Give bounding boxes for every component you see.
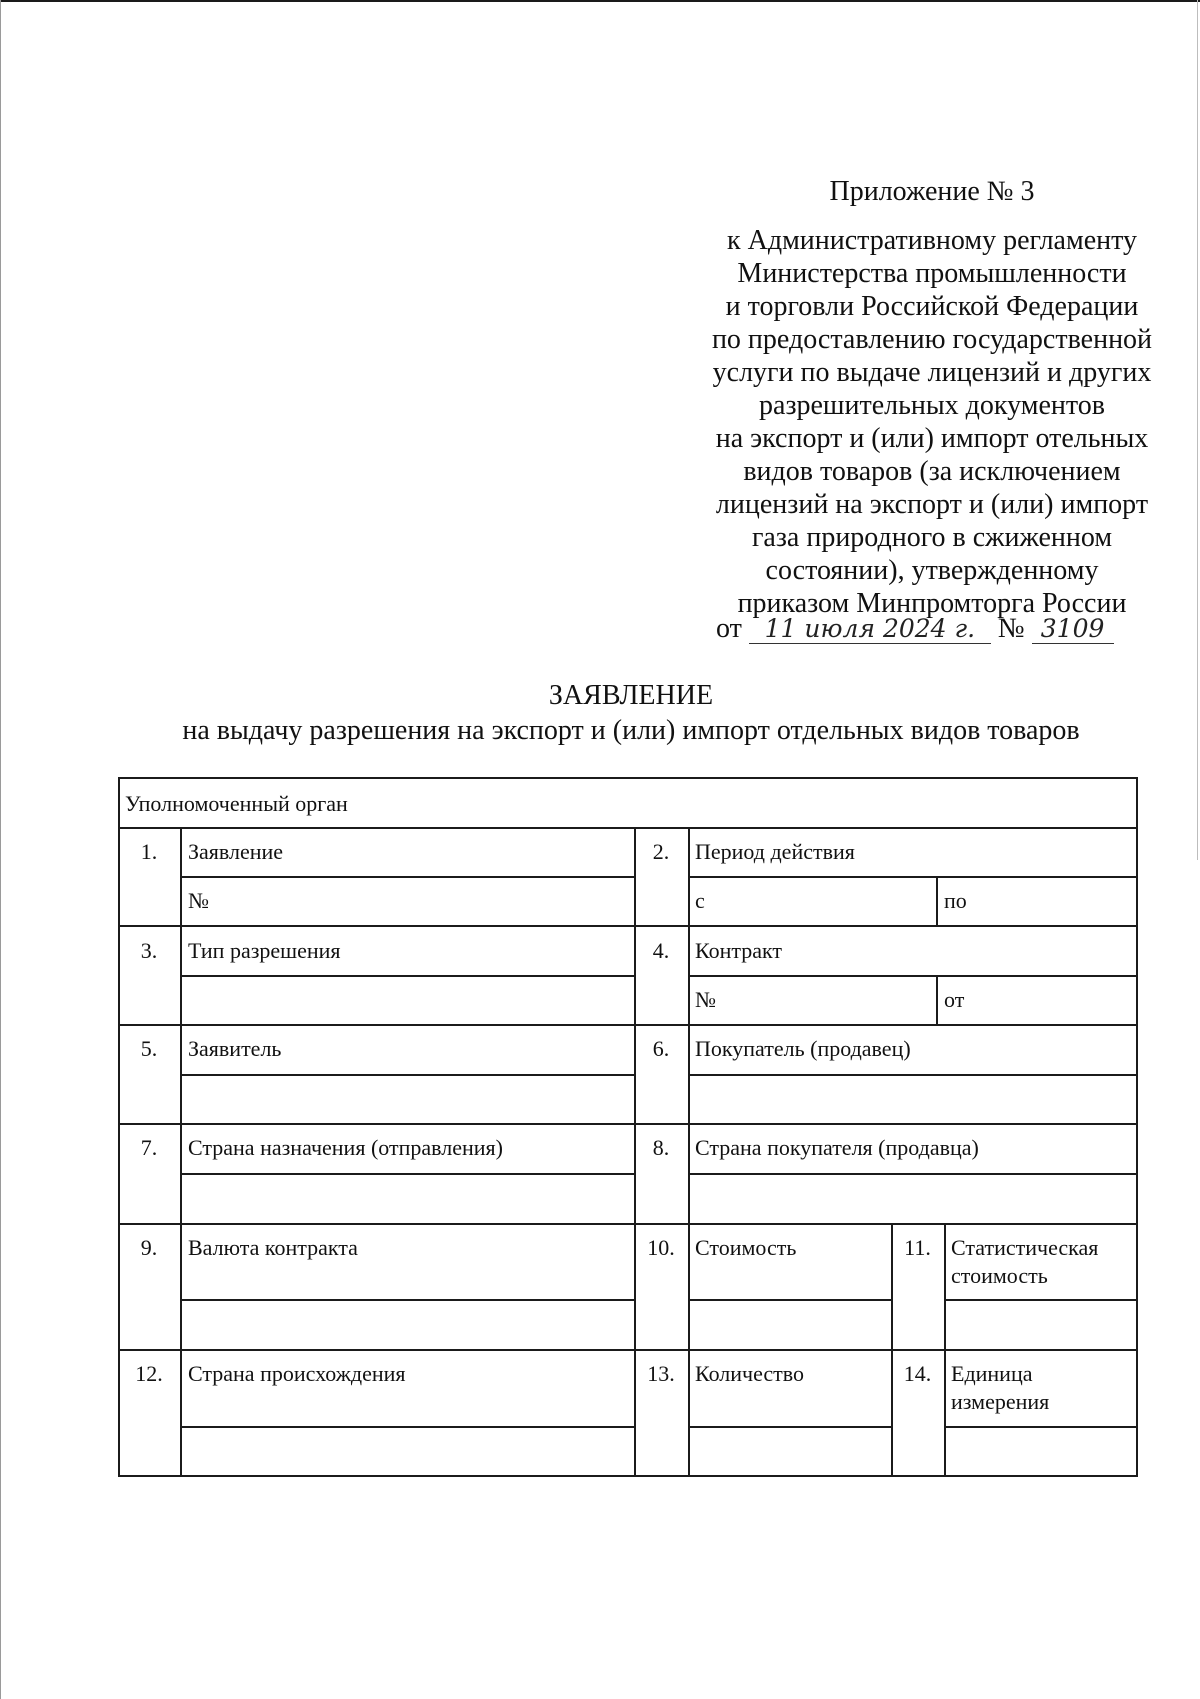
annex-title: Приложение № 3	[829, 176, 1035, 207]
application-label: Заявление	[188, 839, 284, 864]
contract-currency-field[interactable]	[188, 1312, 628, 1338]
order-from-label: от	[716, 613, 742, 644]
row-divider	[118, 1223, 1138, 1225]
destination-country-label: Страна назначения (отправления)	[188, 1135, 503, 1160]
row-divider	[180, 1173, 634, 1175]
validity-from-label: с	[695, 888, 705, 913]
annex-text	[682, 224, 1182, 620]
order-date-handwritten: 11 июля 2024 г.	[749, 615, 991, 644]
applicant-field[interactable]	[188, 1087, 628, 1113]
annex-line: разрешительных документов	[759, 390, 1105, 421]
annex-line: Министерства промышленности	[737, 258, 1127, 289]
field-number: 13.	[647, 1361, 675, 1386]
row-divider	[688, 1299, 891, 1301]
column-divider	[180, 827, 182, 1477]
contract-currency-label: Валюта контракта	[188, 1235, 358, 1260]
origin-country-field[interactable]	[188, 1438, 628, 1464]
contract-label: Контракт	[695, 938, 783, 963]
contract-number-label: №	[695, 987, 716, 1012]
field-number: 6.	[652, 1036, 670, 1061]
order-number-handwritten: 3109	[1032, 615, 1114, 644]
row-divider	[688, 1426, 891, 1428]
annex-line: и торговли Российской Федерации	[725, 291, 1139, 322]
field-number: 4.	[652, 938, 670, 963]
annex-line: на экспорт и (или) импорт отельных	[715, 423, 1149, 454]
unit-field[interactable]	[951, 1438, 1131, 1464]
permit-type-label: Тип разрешения	[188, 938, 341, 963]
validity-to-field[interactable]	[980, 887, 1130, 913]
annex-line: состоянии), утвержденному	[765, 555, 1099, 586]
scan-edge-left	[0, 0, 1, 1699]
row-divider	[180, 1299, 634, 1301]
row-divider	[118, 1349, 1138, 1351]
quantity-field[interactable]	[695, 1438, 885, 1464]
row-divider	[688, 975, 1138, 977]
field-number: 14.	[903, 1361, 932, 1386]
validity-from-field[interactable]	[718, 887, 928, 913]
origin-country-label: Страна происхождения	[188, 1361, 406, 1386]
table-border-right	[1136, 777, 1138, 1477]
statistical-cost-field[interactable]	[951, 1312, 1131, 1338]
field-number: 3.	[140, 938, 158, 963]
row-divider	[180, 975, 634, 977]
field-number: 1.	[140, 839, 158, 864]
field-number: 11.	[904, 1235, 931, 1260]
order-number-label: №	[997, 613, 1025, 644]
cost-field[interactable]	[695, 1312, 885, 1338]
annex-line: по предоставлению государственной	[711, 324, 1153, 355]
cost-label: Стоимость	[695, 1235, 797, 1260]
annex-line: к Административному регламенту	[727, 225, 1137, 256]
row-divider	[118, 827, 1138, 829]
field-number: 8.	[652, 1135, 670, 1160]
table-border-bottom	[118, 1475, 1138, 1477]
row-divider	[118, 1024, 1138, 1026]
row-divider	[688, 1173, 1138, 1175]
row-divider	[688, 876, 1138, 878]
field-number: 5.	[140, 1036, 158, 1061]
annex-line: газа природного в сжиженном	[751, 522, 1113, 553]
field-number: 7.	[140, 1135, 158, 1160]
contract-number-field[interactable]	[726, 986, 928, 1012]
row-divider	[688, 1074, 1138, 1076]
buyer-country-field[interactable]	[695, 1187, 1130, 1213]
row-divider	[118, 925, 1138, 927]
buyer-country-label: Страна покупателя (продавца)	[695, 1135, 979, 1160]
permit-type-field[interactable]	[188, 987, 628, 1013]
column-divider	[936, 975, 938, 1025]
document-subtitle: на выдачу разрешения на экспорт и (или) импорт отдельных видов товаров	[182, 715, 1080, 746]
application-form-table	[118, 777, 1138, 1477]
row-divider	[944, 1426, 1138, 1428]
row-divider	[118, 1123, 1138, 1125]
field-number: 2.	[652, 839, 670, 864]
row-divider	[180, 1426, 634, 1428]
field-number: 12.	[135, 1361, 163, 1386]
row-divider	[944, 1299, 1138, 1301]
authority-label: Уполномоченный орган	[125, 791, 348, 816]
destination-country-field[interactable]	[188, 1187, 628, 1213]
applicant-label: Заявитель	[188, 1036, 282, 1061]
field-number: 9.	[140, 1235, 158, 1260]
statistical-cost-label-line1: Статистическая	[951, 1235, 1099, 1260]
column-divider	[944, 1223, 946, 1477]
annex-line: приказом Минпромторга России	[737, 588, 1127, 619]
application-number-field[interactable]	[218, 887, 618, 913]
order-reference	[716, 612, 1114, 645]
row-divider	[180, 876, 634, 878]
table-border-top	[118, 777, 1138, 779]
contract-date-field[interactable]	[980, 986, 1130, 1012]
field-number: 10.	[647, 1235, 675, 1260]
annex-line: лицензий на экспорт и (или) импорт	[715, 489, 1149, 520]
unit-label-line1: Единица	[951, 1361, 1033, 1386]
column-divider	[936, 876, 938, 926]
validity-to-label: по	[944, 888, 967, 913]
unit-label-line2: измерения	[951, 1389, 1050, 1414]
document-title: ЗАЯВЛЕНИЕ	[548, 680, 714, 711]
application-number-label: №	[188, 888, 209, 913]
scan-edge-top	[0, 0, 1200, 2]
quantity-label: Количество	[695, 1361, 805, 1386]
statistical-cost-label-line2: стоимость	[951, 1263, 1048, 1288]
buyer-seller-label: Покупатель (продавец)	[695, 1036, 911, 1061]
annex-line: видов товаров (за исключением	[743, 456, 1121, 487]
column-divider	[688, 827, 690, 1477]
contract-date-label: от	[944, 987, 965, 1012]
row-divider	[180, 1074, 634, 1076]
annex-line: услуги по выдаче лицензий и других	[712, 357, 1152, 388]
buyer-seller-field[interactable]	[695, 1087, 1130, 1113]
validity-period-label: Период действия	[695, 839, 855, 864]
